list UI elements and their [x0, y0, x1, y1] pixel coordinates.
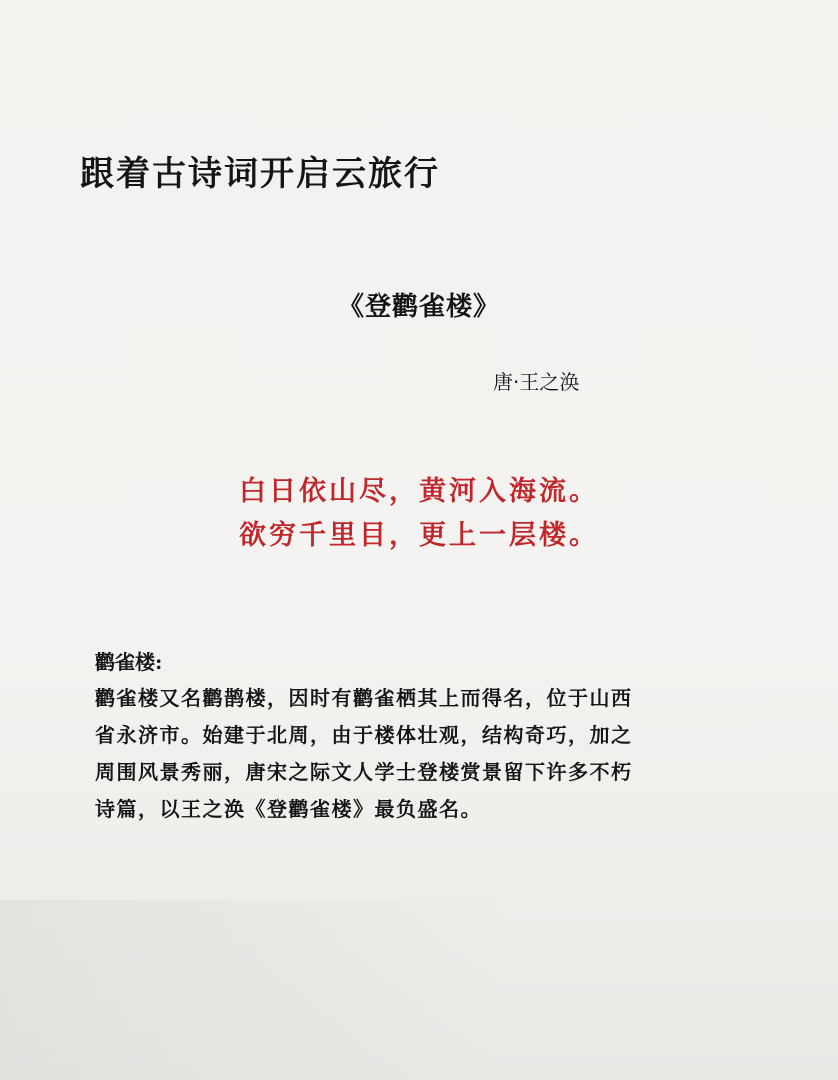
description-line: 诗篇，以王之涣《登鹳雀楼》最负盛名。 [95, 797, 482, 821]
poem-author: 唐·王之涣 [493, 370, 580, 394]
poem-verse-line: 欲穷千里目，更上一层楼。 [239, 520, 599, 551]
poem-title: 《登鹳雀楼》 [337, 292, 500, 322]
description-block [95, 644, 755, 828]
description-heading: 鹳雀楼: [95, 650, 163, 674]
poem-verses [0, 470, 838, 558]
description-line: 鹳雀楼又名鹳鹊楼，因时有鹳雀栖其上而得名，位于山西 [95, 686, 633, 710]
poem-verse-line: 白日依山尽，黄河入海流。 [239, 476, 599, 507]
paper-shadow [0, 900, 838, 1080]
page-title: 跟着古诗词开启云旅行 [80, 154, 440, 194]
description-line: 周围风景秀丽，唐宋之际文人学士登楼赏景留下许多不朽 [95, 760, 633, 784]
description-line: 省永济市。始建于北周，由于楼体壮观，结构奇巧，加之 [95, 723, 633, 747]
